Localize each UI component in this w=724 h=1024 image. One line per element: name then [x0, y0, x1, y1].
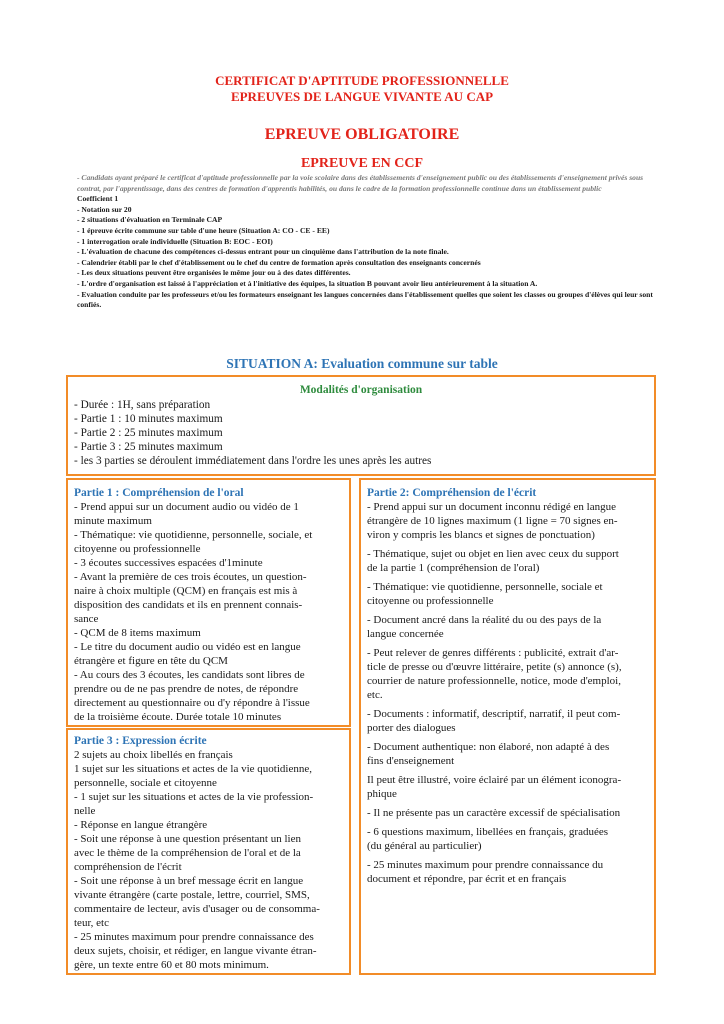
intro-line: - L'ordre d'organisation est laissé à l'appréciation et à l'initiative des équipes, la situation B pouvant avoir lieu antérieurement à la situation A. — [77, 278, 538, 288]
partie2-line: ticle de presse ou d'œuvre littéraire, petite (s) annonce (s), — [367, 661, 622, 673]
intro-line: Coefficient 1 — [77, 194, 119, 204]
partie3-line: 2 sujets au choix libellés en français — [74, 749, 233, 761]
partie2-item — [367, 646, 648, 702]
modalites-line: - Partie 2 : 25 minutes maximum — [74, 427, 223, 439]
partie2-line: - Peut relever de genres différents : publicité, extrait d'ar- — [367, 647, 619, 659]
partie3-line: avec le thème de la compréhension de l'oral et de la — [74, 847, 301, 859]
partie2-item — [367, 740, 648, 768]
mandatory-exam-heading: EPREUVE OBLIGATOIRE — [264, 126, 460, 143]
candidates-paragraph: - Candidats ayant préparé le certificat d'aptitude professionnelle par la voie scolaire dans des établissements d'enseignement public ou des établissements d'enseignement privés sous contrat, par l'apprentissage, dans des centres de formation d'apprentis habilités, ou dans le cadre de la formation professionnelle continue dans un établissement public — [77, 173, 644, 193]
partie2-line: Il peut être illustré, voire éclairé par un élément iconogra- — [367, 774, 622, 786]
partie2-line: etc. — [367, 689, 383, 701]
partie3-line: deux sujets, choisir, et rédiger, en langue vivante étran- — [74, 945, 317, 957]
partie2-line: citoyenne ou professionnelle — [367, 595, 494, 607]
partie3-line: - 1 sujet sur les situations et actes de la vie profession- — [74, 791, 314, 803]
partie2-line: (du général au particulier) — [367, 840, 482, 852]
partie3-box — [66, 728, 351, 975]
partie3-line: compréhension de l'écrit — [74, 861, 182, 873]
partie2-body — [367, 500, 648, 886]
partie1-line: - Au cours des 3 écoutes, les candidats sont libres de — [74, 669, 305, 681]
partie2-line: porter des dialogues — [367, 722, 456, 734]
intro-line: - Les deux situations peuvent être organisées le même jour ou à des dates différentes. — [77, 268, 351, 278]
partie1-line: de la troisième écoute. Durée totale 10 minutes — [74, 711, 282, 723]
partie2-line: étrangère de 10 lignes maximum (1 ligne = 70 signes en- — [367, 515, 618, 527]
partie2-box — [359, 478, 656, 975]
partie1-body — [74, 500, 343, 724]
partie1-line: citoyenne ou professionnelle — [74, 543, 201, 555]
exam-subtitle: EPREUVES DE LANGUE VIVANTE AU CAP — [230, 89, 494, 104]
partie1-line: disposition des candidats et ils en prennent connais- — [74, 599, 303, 611]
partie3-line: - Soit une réponse à un bref message écrit en langue — [74, 875, 304, 887]
partie1-line: minute maximum — [74, 515, 152, 527]
partie2-item — [367, 806, 648, 820]
partie1-line: - QCM de 8 items maximum — [74, 627, 201, 639]
partie2-item — [367, 613, 648, 641]
partie2-item — [367, 858, 648, 886]
partie2-line: de la partie 1 (compréhension de l'oral) — [367, 562, 540, 574]
partie1-line: étrangère et figure en tête du QCM — [74, 655, 228, 667]
modalites-line: - Partie 1 : 10 minutes maximum — [74, 413, 223, 425]
modalites-line: - Durée : 1H, sans préparation — [74, 399, 211, 411]
ccf-heading: EPREUVE EN CCF — [300, 156, 424, 171]
intro-line: - L'évaluation de chacune des compétences ci-dessus entrant pour un cinquième dans l'attribution de la note finale. — [77, 247, 449, 257]
partie2-item — [367, 500, 648, 542]
intro-block — [77, 173, 657, 311]
partie2-item — [367, 580, 648, 608]
partie3-body — [74, 748, 343, 972]
intro-line: - Evaluation conduite par les professeurs et/ou les formateurs enseignant les langues concernées dans l'établissement quelles que soient les classes ou groupes d'élèves qui leur sont confiés. — [77, 289, 653, 310]
partie1-line: sance — [74, 613, 99, 625]
partie3-line: vivante étrangère (carte postale, lettre, courriel, SMS, — [74, 889, 310, 901]
partie2-line: phique — [367, 788, 397, 800]
partie2-item — [367, 773, 648, 801]
partie2-line: langue concernée — [367, 628, 444, 640]
partie2-line: - Thématique: vie quotidienne, personnelle, sociale et — [367, 581, 603, 593]
partie2-line: - 6 questions maximum, libellées en français, graduées — [367, 826, 609, 838]
certificate-title: CERTIFICAT D'APTITUDE PROFESSIONNELLE — [215, 73, 509, 88]
partie3-line: nelle — [74, 805, 96, 817]
intro-line: - 1 interrogation orale individuelle (Situation B: EOC - EOI) — [77, 236, 273, 246]
modalites-line: - Partie 3 : 25 minutes maximum — [74, 441, 223, 453]
partie1-box — [66, 478, 351, 727]
partie2-item — [367, 707, 648, 735]
partie2-item — [367, 825, 648, 853]
intro-line: - Notation sur 20 — [77, 204, 132, 214]
modalites-line: - les 3 parties se déroulent immédiatement dans l'ordre les unes après les autres — [74, 455, 432, 467]
partie2-line: - Document authentique: non élaboré, non adapté à des — [367, 741, 610, 753]
intro-line: - 2 situations d'évaluation en Terminale CAP — [77, 215, 223, 225]
partie3-line: - Soit une réponse à une question présentant un lien — [74, 833, 301, 845]
partie3-line: gère, un texte entre 60 et 80 mots minimum. — [74, 959, 269, 971]
partie1-line: prendre ou de ne pas prendre de notes, de répondre — [74, 683, 299, 695]
partie2-line: - Thématique, sujet ou objet en lien avec ceux du support — [367, 548, 619, 560]
partie2-line: viron y compris les blancs et signes de ponctuation) — [367, 529, 595, 541]
modalites-title: Modalités d'organisation — [299, 384, 423, 396]
partie1-line: directement au questionnaire ou d'y répondre à l'issue — [74, 697, 310, 709]
partie2-item — [367, 547, 648, 575]
modalites-box — [66, 375, 656, 476]
intro-line: - Calendrier établi par le chef d'établissement ou le chef du centre de formation après consultation des enseignants concernés — [77, 257, 481, 267]
partie2-line: - 25 minutes maximum pour prendre connaissance du — [367, 859, 604, 871]
partie3-line: 1 sujet sur les situations et actes de la vie quotidienne, — [74, 763, 312, 775]
partie1-line: - Prend appui sur un document audio ou vidéo de 1 — [74, 501, 299, 513]
partie2-line: - Documents : informatif, descriptif, narratif, il peut com- — [367, 708, 621, 720]
partie1-line: - 3 écoutes successives espacées d'1minute — [74, 557, 263, 569]
partie1-line: naire à choix multiple (QCM) en français est mis à — [74, 585, 298, 597]
partie1-title: Partie 1 : Compréhension de l'oral — [74, 487, 244, 499]
partie3-title: Partie 3 : Expression écrite — [74, 735, 207, 747]
partie2-line: document et répondre, par écrit et en français — [367, 873, 567, 885]
partie3-line: - 25 minutes maximum pour prendre connaissance des — [74, 931, 314, 943]
partie2-line: courrier de nature professionnelle, notice, mode d'emploi, — [367, 675, 621, 687]
partie2-title: Partie 2: Compréhension de l'écrit — [367, 487, 537, 499]
partie3-line: - Réponse en langue étrangère — [74, 819, 208, 831]
partie2-line: - Document ancré dans la réalité du ou des pays de la — [367, 614, 602, 626]
partie1-line: - Avant la première de ces trois écoutes, un question- — [74, 571, 307, 583]
partie2-line: - Prend appui sur un document inconnu rédigé en langue — [367, 501, 616, 513]
situation-a-heading: SITUATION A: Evaluation commune sur table — [226, 356, 498, 371]
partie3-line: teur, etc — [74, 917, 109, 929]
partie2-line: fins d'enseignement — [367, 755, 455, 767]
partie3-line: personnelle, sociale et citoyenne — [74, 777, 217, 789]
partie3-line: commentaire de lecteur, avis d'usager ou de consomma- — [74, 903, 320, 915]
intro-line: - 1 épreuve écrite commune sur table d'une heure (Situation A: CO - CE - EE) — [77, 225, 330, 235]
partie1-line: - Thématique: vie quotidienne, personnelle, sociale, et — [74, 529, 313, 541]
partie2-line: - Il ne présente pas un caractère excessif de spécialisation — [367, 807, 621, 819]
partie1-line: - Le titre du document audio ou vidéo est en langue — [74, 641, 301, 653]
